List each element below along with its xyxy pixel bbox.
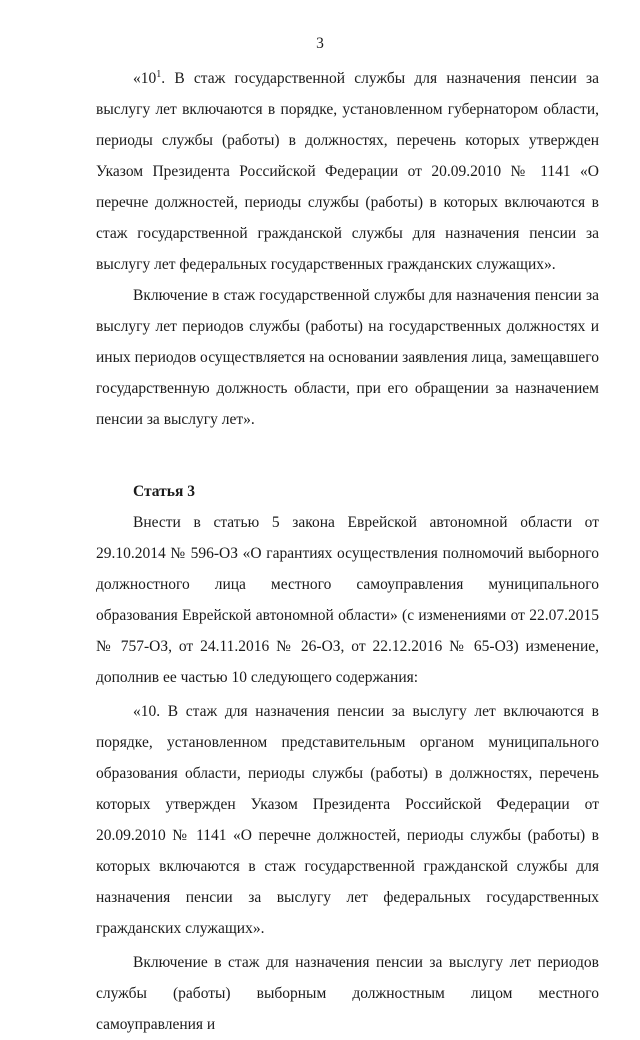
paragraph-inclusion-municipal: Включение в стаж для назначения пенсии за выслугу лет периодов службы (работы) выборным должностным лицом местного самоуправления и (96, 954, 599, 1033)
paragraph-article-10-1 (96, 63, 599, 280)
paragraph-inclusion-state-service: Включение в стаж государственной службы для назначения пенсии за выслугу лет периодов службы (работы) на государственных должностях и иных периодов осуществляется на основании заявления лица, замещавшего государственную должность области, при его обращении за назначением пенсии за выслугу лет». (96, 287, 599, 428)
paragraph-amendment-intro: Внести в статью 5 закона Еврейской автономной области от 29.10.2014 № 596-ОЗ «О гарантиях осуществления полномочий выборного должностного лица местного самоуправления муниципального образования Еврейской автономной области» (с изменениями от 22.07.2015 № 757-ОЗ, от 24.11.2016 № 26-ОЗ, от 22.12.2016 № 65-ОЗ) изменение, дополнив ее частью 10 следующего содержания: (96, 514, 599, 686)
superscript: 1 (156, 69, 162, 80)
paragraph-text: . В стаж государственной службы для назначения пенсии за выслугу лет включаются в порядке, установленном губернатором области, периоды службы (работы) в должностях, перечень которых утвержден Указом Президента Российской Федерации от 20.09.2010 № 1141 «О перечне должностей, периоды службы (работы) в которых включаются в стаж государственной гражданской службы для назначения пенсии за выслугу лет федеральных государственных гражданских служащих». (96, 70, 599, 273)
section-spacer (96, 435, 599, 476)
paragraph-number: «10 (133, 70, 157, 87)
page-number: 3 (316, 35, 324, 52)
paragraph-part-10: «10. В стаж для назначения пенсии за выслугу лет включаются в порядке, установленном представительным органом муниципального образования области, периоды службы (работы) в должностях, перечень которых утвержден Указом Президента Российской Федерации от 20.09.2010 № 1141 «О перечне должностей, периоды службы (работы) в которых включаются в стаж государственной гражданской службы для назначения пенсии за выслугу лет федеральных государственных гражданских служащих». (96, 703, 599, 937)
document-body (96, 63, 599, 1040)
article-3-heading: Статья 3 (133, 483, 195, 500)
